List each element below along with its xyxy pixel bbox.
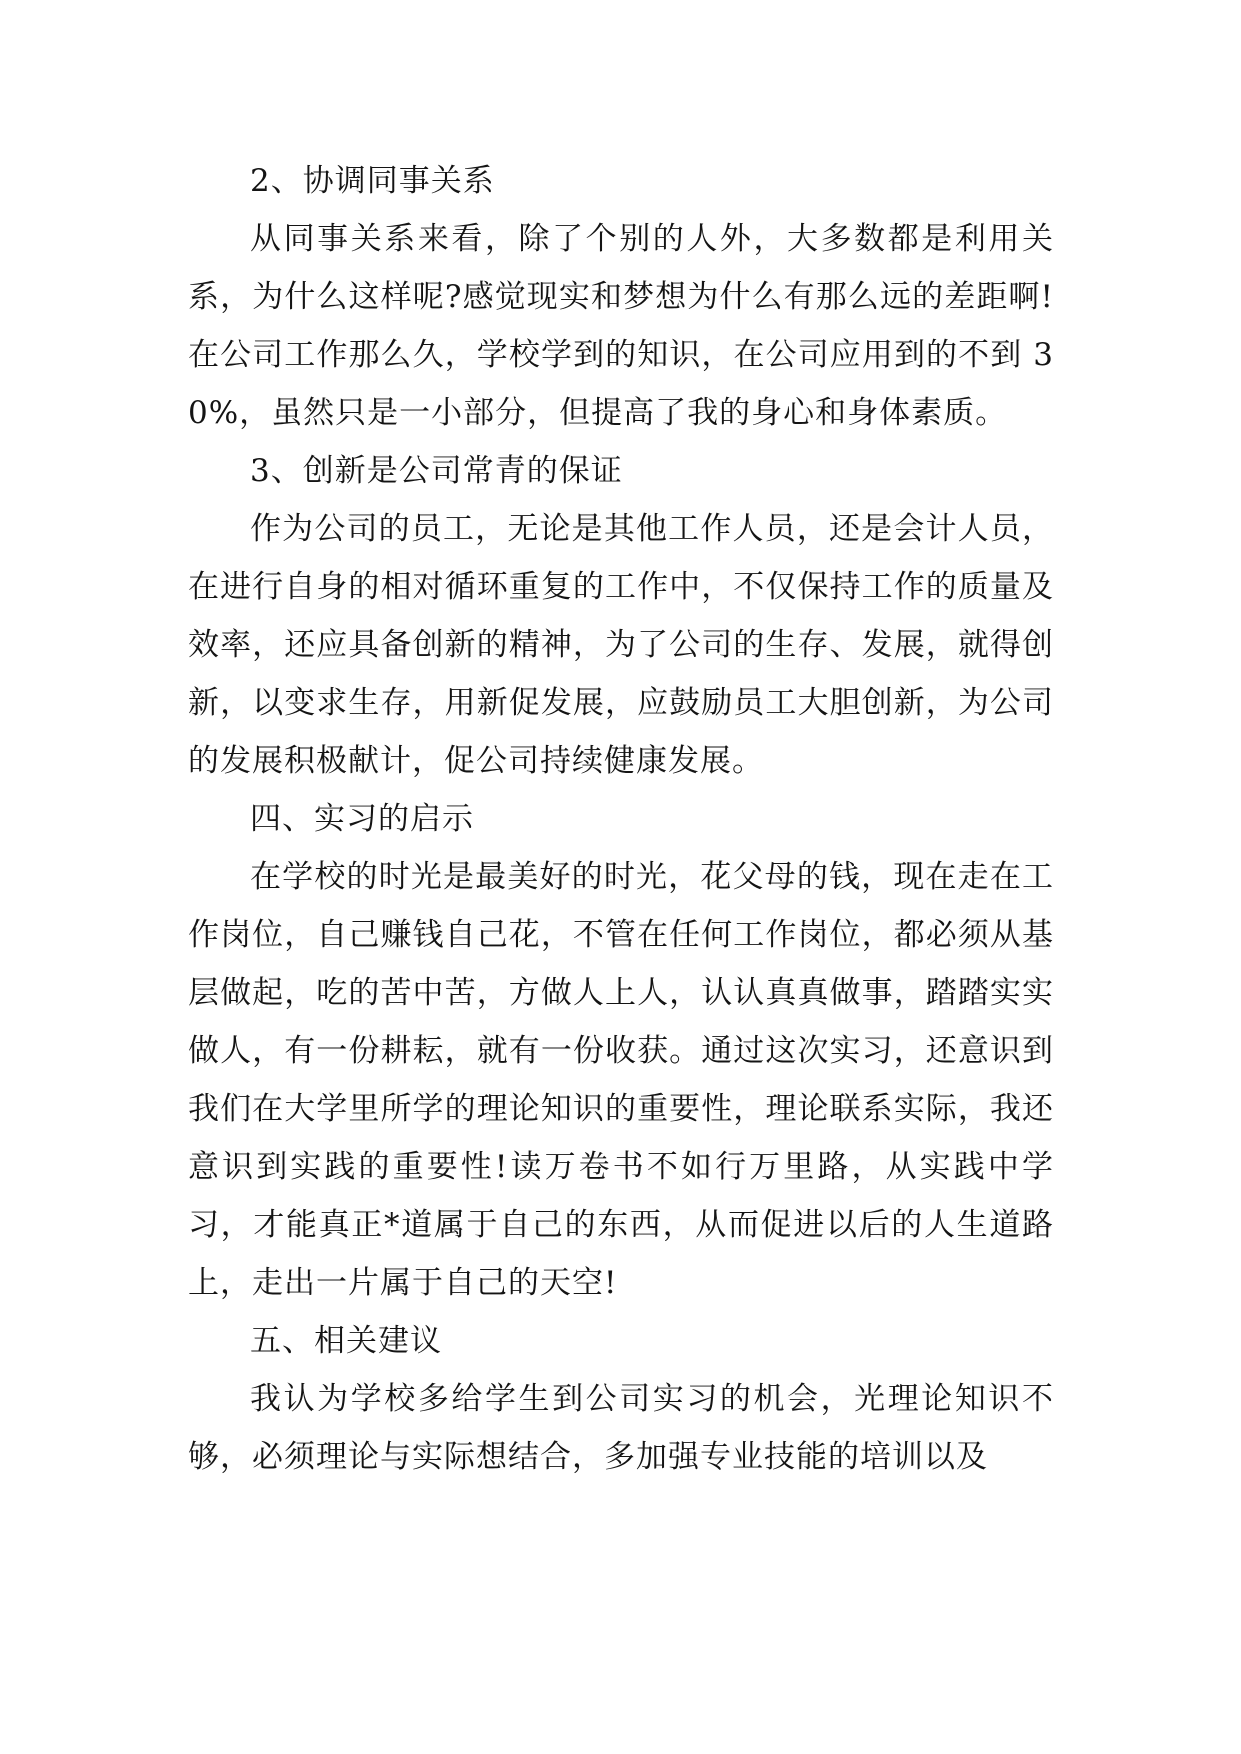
section-heading-coordinate-colleagues: 2、协调同事关系 [250, 163, 495, 199]
paragraph-innovation: 作为公司的员工，无论是其他工作人员，还是会计人员，在进行自身的相对循环重复的工作中，不仅保持工作的质量及效率，还应具备创新的精神，为了公司的生存、发展，就得创新，以变求生存，用新促发展，应鼓励员工大胆创新，为公司的发展积极献计，促公司持续健康发展。 [188, 511, 1054, 779]
section-heading-innovation: 3、创新是公司常青的保证 [250, 453, 623, 489]
paragraph-internship-insights: 在学校的时光是最美好的时光，花父母的钱，现在走在工作岗位，自己赚钱自己花，不管在任何工作岗位，都必须从基层做起，吃的苦中苦，方做人上人，认认真真做事，踏踏实实做人，有一份耕耘，就有一份收获。通过这次实习，还意识到我们在大学里所学的理论知识的重要性，理论联系实际，我还意识到实践的重要性!读万卷书不如行万里路，从实践中学习，才能真正*道属于自己的东西，从而促进以后的人生道路上，走出一片属于自己的天空! [188, 859, 1054, 1301]
section-heading-internship-insights: 四、实习的启示 [250, 801, 474, 837]
section-heading-suggestions: 五、相关建议 [250, 1323, 442, 1359]
paragraph-suggestions: 我认为学校多给学生到公司实习的机会，光理论知识不够，必须理论与实际想结合，多加强专业技能的培训以及 [188, 1381, 1054, 1475]
document-body [188, 152, 1054, 1486]
paragraph-colleague-relations: 从同事关系来看，除了个别的人外，大多数都是利用关系，为什么这样呢?感觉现实和梦想为什么有那么远的差距啊!在公司工作那么久，学校学到的知识，在公司应用到的不到 30%，虽然只是一小部分，但提高了我的身心和身体素质。 [188, 221, 1054, 431]
